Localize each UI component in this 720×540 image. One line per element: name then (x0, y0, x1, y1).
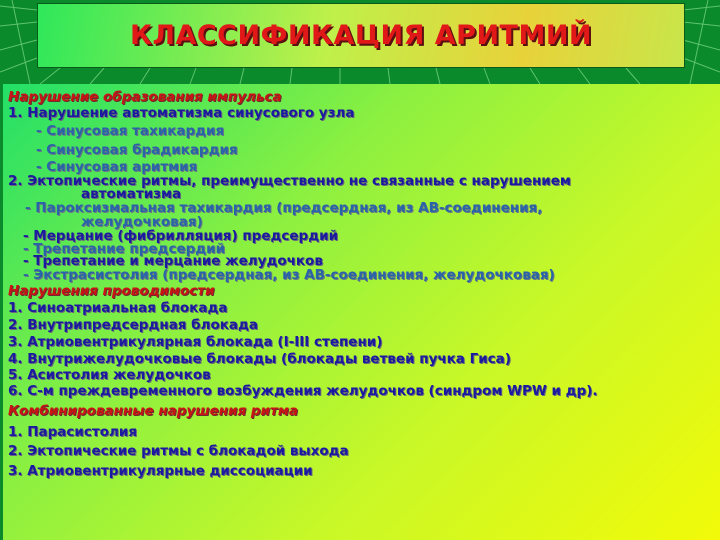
list-subitem: - Мерцание (фибрилляция) предсердий (23, 228, 339, 244)
list-subitem-continuation: желудочковая) (81, 214, 203, 230)
list-subitem: - Экстрасистолия (предсердная, из АВ-соединения, желудочковая) (23, 267, 555, 283)
list-item: 3. Атриовентрикулярная блокада (I-III степени) (8, 334, 383, 350)
title-banner (37, 3, 685, 68)
list-item: 2. Внутрипредсердная блокада (8, 317, 259, 333)
list-item: 1. Синоатриальная блокада (8, 300, 228, 316)
list-subitem: - Синусовая брадикардия (36, 142, 238, 158)
section-heading-impulse-formation: Нарушение образования импульса (8, 89, 282, 105)
page-title: КЛАССИФИКАЦИЯ АРИТМИЙ (129, 20, 593, 51)
list-item: 4. Внутрижелудочковые блокады (блокады ветвей пучка Гиса) (8, 351, 511, 367)
list-item: 1. Нарушение автоматизма синусового узла (8, 105, 355, 121)
list-subitem: - Трепетание и мерцание желудочков (23, 253, 323, 269)
list-item-continuation: автоматизма (81, 186, 182, 202)
list-item: 1. Парасистолия (8, 424, 137, 440)
list-subitem: - Синусовая аритмия (36, 159, 198, 175)
list-subitem: - Трепетание предсердий (23, 241, 226, 257)
list-item: 2. Эктопические ритмы с блокадой выхода (8, 443, 349, 459)
list-subitem: - Пароксизмальная тахикардия (предсердная, из АВ-соединения, (25, 200, 543, 216)
list-item: 2. Эктопические ритмы, преимущественно не связанные с нарушением (8, 173, 571, 189)
section-heading-conduction: Нарушения проводимости (8, 283, 215, 299)
list-item: 5. Асистолия желудочков (8, 367, 211, 383)
section-heading-combined: Комбинированные нарушения ритма (8, 403, 298, 419)
list-subitem: - Синусовая тахикардия (36, 123, 225, 139)
content-panel (3, 84, 720, 540)
list-item: 3. Атриовентрикулярные диссоциации (8, 463, 313, 479)
list-item: 6. С-м преждевременного возбуждения желудочков (синдром WPW и др). (8, 383, 598, 399)
